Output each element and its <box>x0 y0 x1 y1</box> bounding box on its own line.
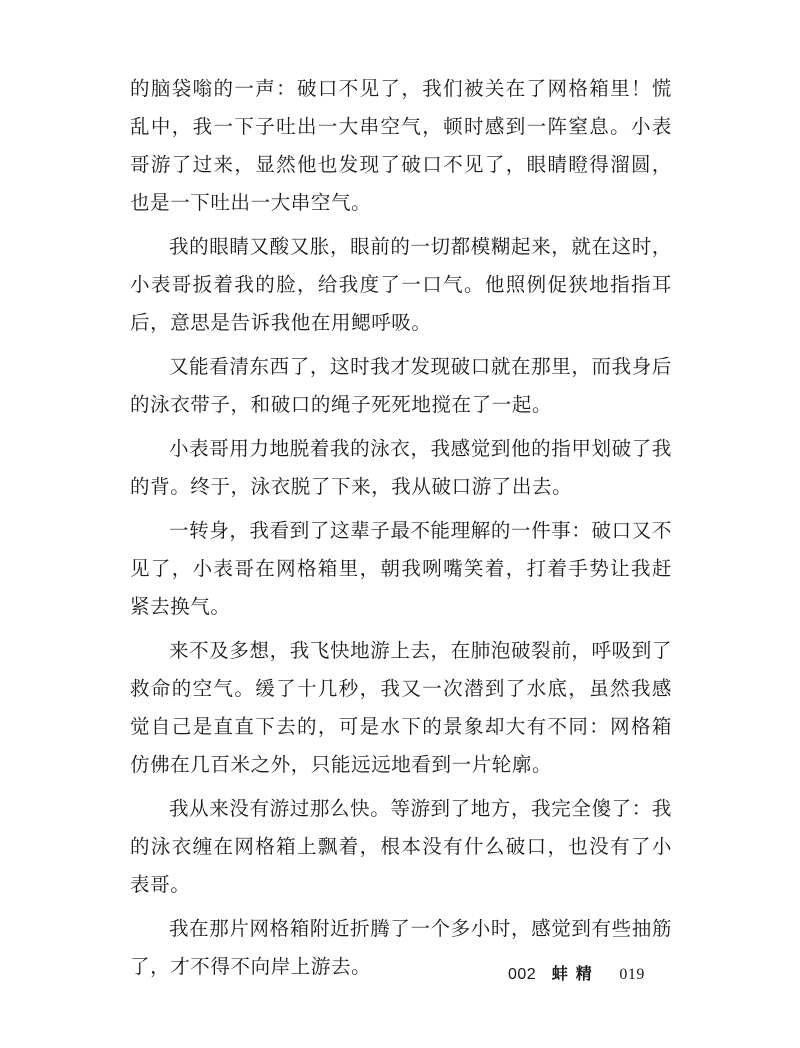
series-number: 002 <box>508 966 537 983</box>
paragraph-6: 来不及多想，我飞快地游上去，在肺泡破裂前，呼吸到了救命的空气。缓了十几秒，我又一次潜到了水底，虽然我感觉自己是直直下去的，可是水下的景象却大有不同：网格箱仿佛在几百米之外，只能远远地看到一片轮廓。 <box>130 639 672 776</box>
paragraph-4: 小表哥用力地脱着我的泳衣，我感觉到他的指甲划破了我的背。终于，泳衣脱了下来，我从破口游了出去。 <box>130 437 672 498</box>
paragraph-7: 我从来没有游过那么快。等游到了地方，我完全傻了：我的泳衣缠在网格箱上飘着，根本没有什么破口，也没有了小表哥。 <box>130 797 672 896</box>
paragraph-3: 又能看清东西了，这时我才发现破口就在那里，而我身后的泳衣带子，和破口的绳子死死地搅在了一起。 <box>130 355 672 416</box>
page-footer <box>508 963 678 986</box>
body-text <box>130 70 672 992</box>
paragraph-8: 我在那片网格箱附近折腾了一个多小时，感觉到有些抽筋了，才不得不向岸上游去。 <box>130 917 672 978</box>
page-number: 019 <box>619 966 645 983</box>
paragraph-1: 的脑袋嗡的一声：破口不见了，我们被关在了网格箱里！慌乱中，我一下子吐出一大串空气，顿时感到一阵窒息。小表哥游了过来，显然他也发现了破口不见了，眼睛瞪得溜圆，也是一下吐出一大串空气。 <box>130 77 672 214</box>
paragraph-5: 一转身，我看到了这辈子最不能理解的一件事：破口又不见了，小表哥在网格箱里，朝我咧嘴笑着，打着手势让我赶紧去换气。 <box>130 519 672 618</box>
book-title: 蚌精 <box>551 964 600 983</box>
paragraph-2: 我的眼睛又酸又胀，眼前的一切都模糊起来，就在这时，小表哥扳着我的脸，给我度了一口气。他照例促狭地指指耳后，意思是告诉我他在用鳃呼吸。 <box>130 235 672 334</box>
